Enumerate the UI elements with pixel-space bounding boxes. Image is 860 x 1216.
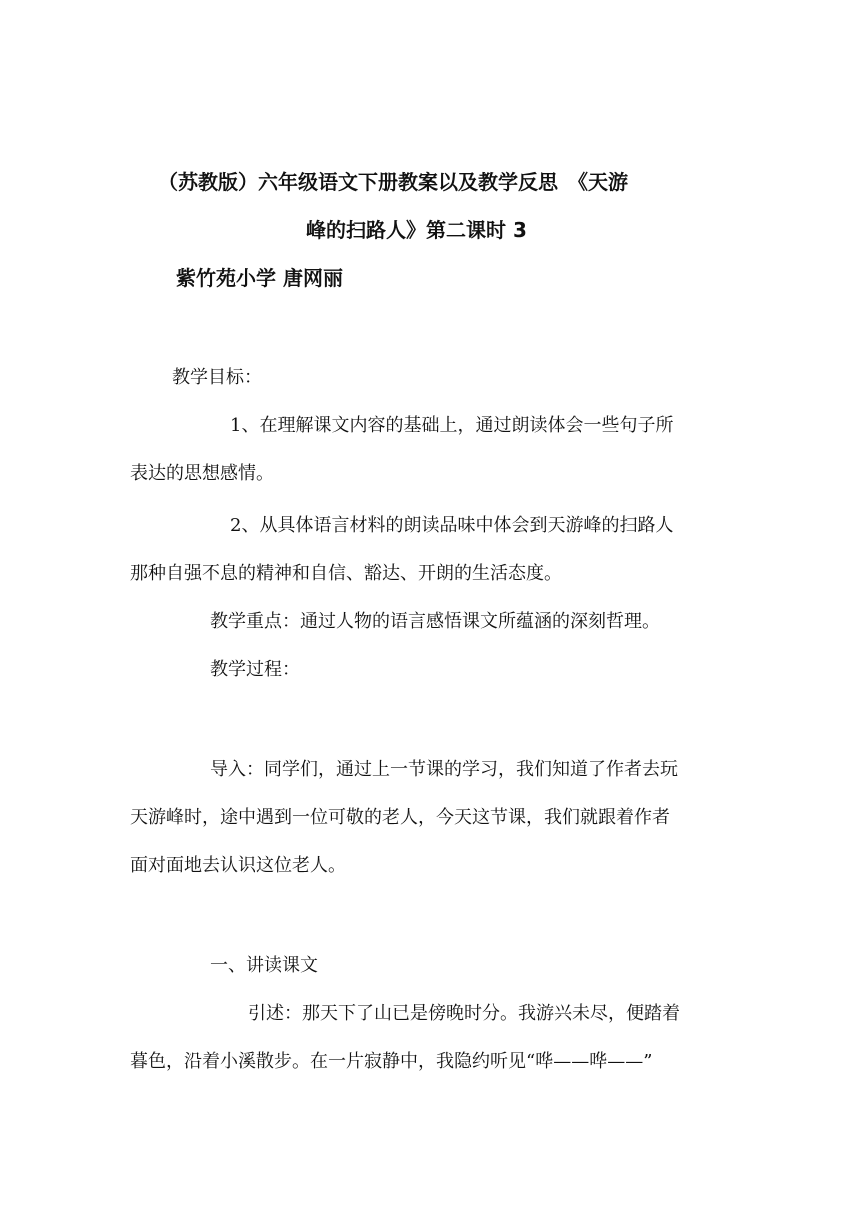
narration-line-1: 引述：那天下了山已是傍晚时分。我游兴未尽，便踏着 — [248, 1003, 680, 1024]
document-title-line-2: 峰的扫路人》第二课时 3 — [306, 218, 527, 242]
narration-line-2: 暮色，沿着小溪散步。在一片寂静中，我隐约听见“哗——哗——” — [130, 1051, 653, 1072]
intro-line-3: 面对面地去认识这位老人。 — [130, 855, 346, 876]
section-1-heading: 一、讲读课文 — [210, 955, 318, 976]
document-title-line-1: （苏教版）六年级语文下册教案以及教学反思 《天游 — [158, 170, 628, 194]
author-line: 紫竹苑小学 唐网丽 — [176, 266, 343, 290]
objectives-heading: 教学目标： — [172, 367, 262, 388]
objective-2-line-2: 那种自强不息的精神和自信、豁达、开朗的生活态度。 — [130, 563, 562, 584]
key-point-text: 教学重点：通过人物的语言感悟课文所蕴涵的深刻哲理。 — [210, 611, 660, 632]
objective-1-line-1: 1、在理解课文内容的基础上，通过朗读体会一些句子所 — [230, 415, 674, 436]
objective-1-line-2: 表达的思想感情。 — [130, 463, 274, 484]
intro-line-1: 导入：同学们，通过上一节课的学习，我们知道了作者去玩 — [210, 759, 678, 780]
process-heading: 教学过程： — [210, 659, 300, 680]
intro-line-2: 天游峰时，途中遇到一位可敬的老人，今天这节课，我们就跟着作者 — [130, 807, 670, 828]
objective-2-line-1: 2、从具体语言材料的朗读品味中体会到天游峰的扫路人 — [230, 515, 674, 536]
